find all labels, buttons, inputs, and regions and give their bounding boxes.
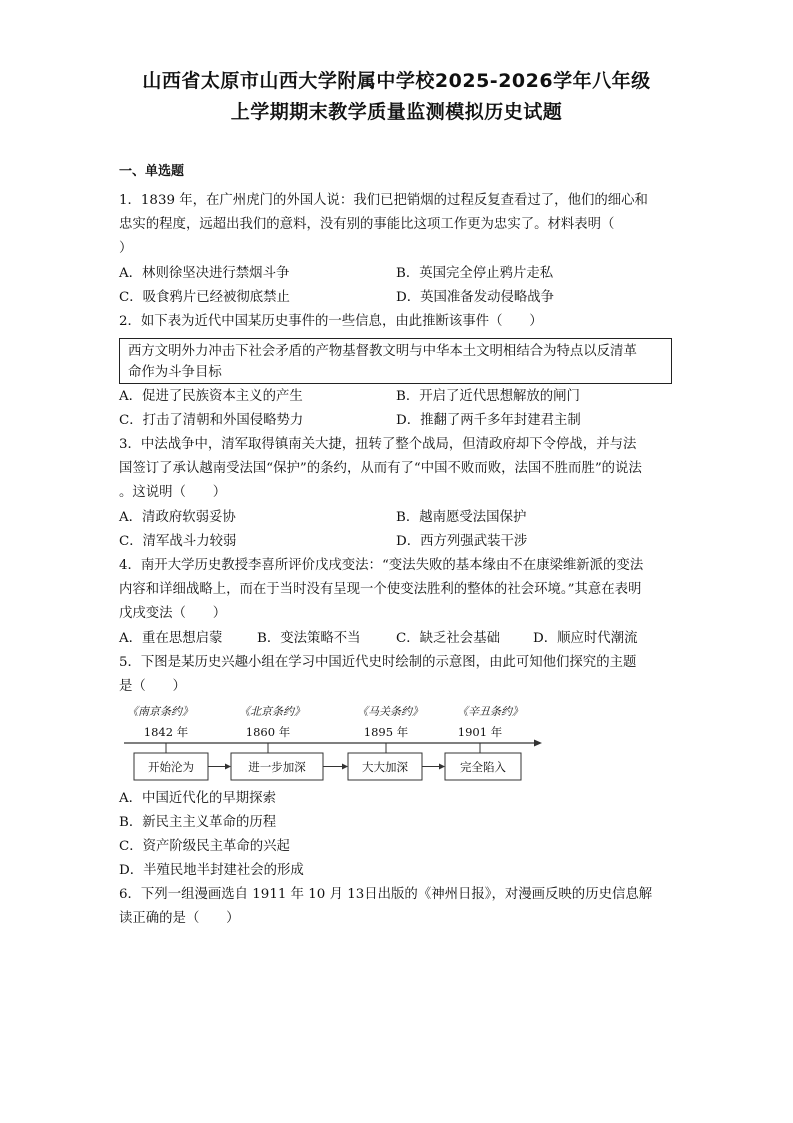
q4-option-a: A．重在思想启蒙: [119, 631, 223, 646]
q3-option-b: B．越南愿受法国保护: [396, 510, 527, 525]
q2-option-d: D．推翻了两千多年封建君主制: [396, 413, 581, 428]
year-label: 1895 年: [363, 725, 409, 739]
q1-stem-line-1: 1．1839 年，在广州虎门的外国人说：我们已把销烟的过程反复查看过了，他们的细心和: [119, 193, 648, 208]
q4-option-d: D．顺应时代潮流: [533, 631, 638, 646]
q4-option-c: C．缺乏社会基础: [396, 631, 500, 646]
q1-option-d: D．英国准备发动侵略战争: [396, 290, 555, 305]
stage-label: 完全陷入: [460, 760, 506, 774]
q1-stem-line-2: 忠实的程度，远超出我们的意料，没有别的事能比这项工作更为忠实了。材料表明（: [119, 217, 615, 232]
q5-stem-line-2: 是（ ）: [119, 679, 186, 694]
q4-option-b: B．变法策略不当: [257, 631, 361, 646]
q1-option-a: A．林则徐坚决进行禁烟斗争: [119, 266, 290, 281]
timeline-arrow-icon: [534, 740, 542, 747]
q6-stem-line-1: 6．下列一组漫画选自 1911 年 10 月 13日出版的《神州日报》，对漫画反映的历史信息解: [119, 887, 653, 902]
year-label: 1901 年: [457, 725, 503, 739]
stage-label: 大大加深: [362, 760, 408, 774]
q2-option-b: B．开启了近代思想解放的闸门: [396, 389, 580, 404]
q5-option-a: A．中国近代化的早期探索: [119, 791, 276, 806]
page-title-line-1: 山西省太原市山西大学附属中学校2025-2026学年八年级: [142, 70, 651, 92]
q3-stem-line-1: 3．中法战争中，清军取得镇南关大捷，扭转了整个战局，但清政府却下令停战，并与法: [119, 437, 637, 452]
q6-stem-line-2: 读正确的是（ ）: [119, 911, 240, 926]
connector-arrow-icon: [439, 764, 445, 770]
section-heading: 一、单选题: [119, 164, 185, 179]
q5-option-b: B．新民主主义革命的历程: [119, 815, 277, 830]
treaty-label: 《辛丑条约》: [457, 705, 523, 718]
q5-option-d: D．半殖民地半封建社会的形成: [119, 863, 304, 878]
page-title-line-2: 上学期期末教学质量监测模拟历史试题: [230, 101, 563, 123]
treaty-label: 《南京条约》: [127, 705, 193, 718]
q3-stem-line-2: 国签订了承认越南受法国“保护”的条约，从而有了“中国不败而败，法国不胜而胜”的说法: [119, 461, 642, 476]
q3-stem-line-3: 。这说明（ ）: [119, 485, 227, 500]
q2-option-c: C．打击了清朝和外国侵略势力: [119, 413, 304, 428]
q3-option-a: A．清政府软弱妥协: [119, 510, 236, 525]
connector-arrow-icon: [225, 764, 231, 770]
q4-stem-line-1: 4．南开大学历史教授李喜所评价戊戌变法：“变法失败的基本缘由不在康梁维新派的变法: [119, 558, 644, 573]
q2-box-line-2: 命作为斗争目标: [128, 365, 222, 380]
q2-option-a: A．促进了民族资本主义的产生: [119, 389, 303, 404]
year-label: 1860 年: [245, 725, 291, 739]
q2-info-box: [119, 338, 672, 384]
stage-label: 开始沦为: [148, 760, 194, 774]
q4-stem-line-3: 戊戌变法（ ）: [119, 606, 227, 621]
q1-stem-line-3: ）: [119, 241, 133, 256]
year-label: 1842 年: [143, 725, 189, 739]
q5-option-c: C．资产阶级民主革命的兴起: [119, 839, 290, 854]
treaty-label: 《马关条约》: [357, 705, 423, 718]
q2-stem: 2．如下表为近代中国某历史事件的一些信息，由此推断该事件（ ）: [119, 314, 543, 329]
q5-stem-line-1: 5．下图是某历史兴趣小组在学习中国近代史时绘制的示意图，由此可知他们探究的主题: [119, 655, 637, 670]
stage-label: 进一步加深: [248, 760, 306, 774]
q4-stem-line-2: 内容和详细战略上，而在于当时没有呈现一个使变法胜利的整体的社会环境。”其意在表明: [119, 582, 642, 597]
q1-option-b: B．英国完全停止鸦片走私: [396, 266, 554, 281]
q3-option-c: C．清军战斗力较弱: [119, 534, 237, 549]
treaty-label: 《北京条约》: [239, 705, 305, 718]
connector-arrow-icon: [342, 764, 348, 770]
q2-box-line-1: 西方文明外力冲击下社会矛盾的产物基督教文明与中华本土文明相结合为特点以反清革: [128, 344, 637, 359]
q3-option-d: D．西方列强武装干涉: [396, 534, 528, 549]
q5-timeline-diagram: [119, 698, 544, 788]
q1-option-c: C．吸食鸦片已经被彻底禁止: [119, 290, 290, 305]
